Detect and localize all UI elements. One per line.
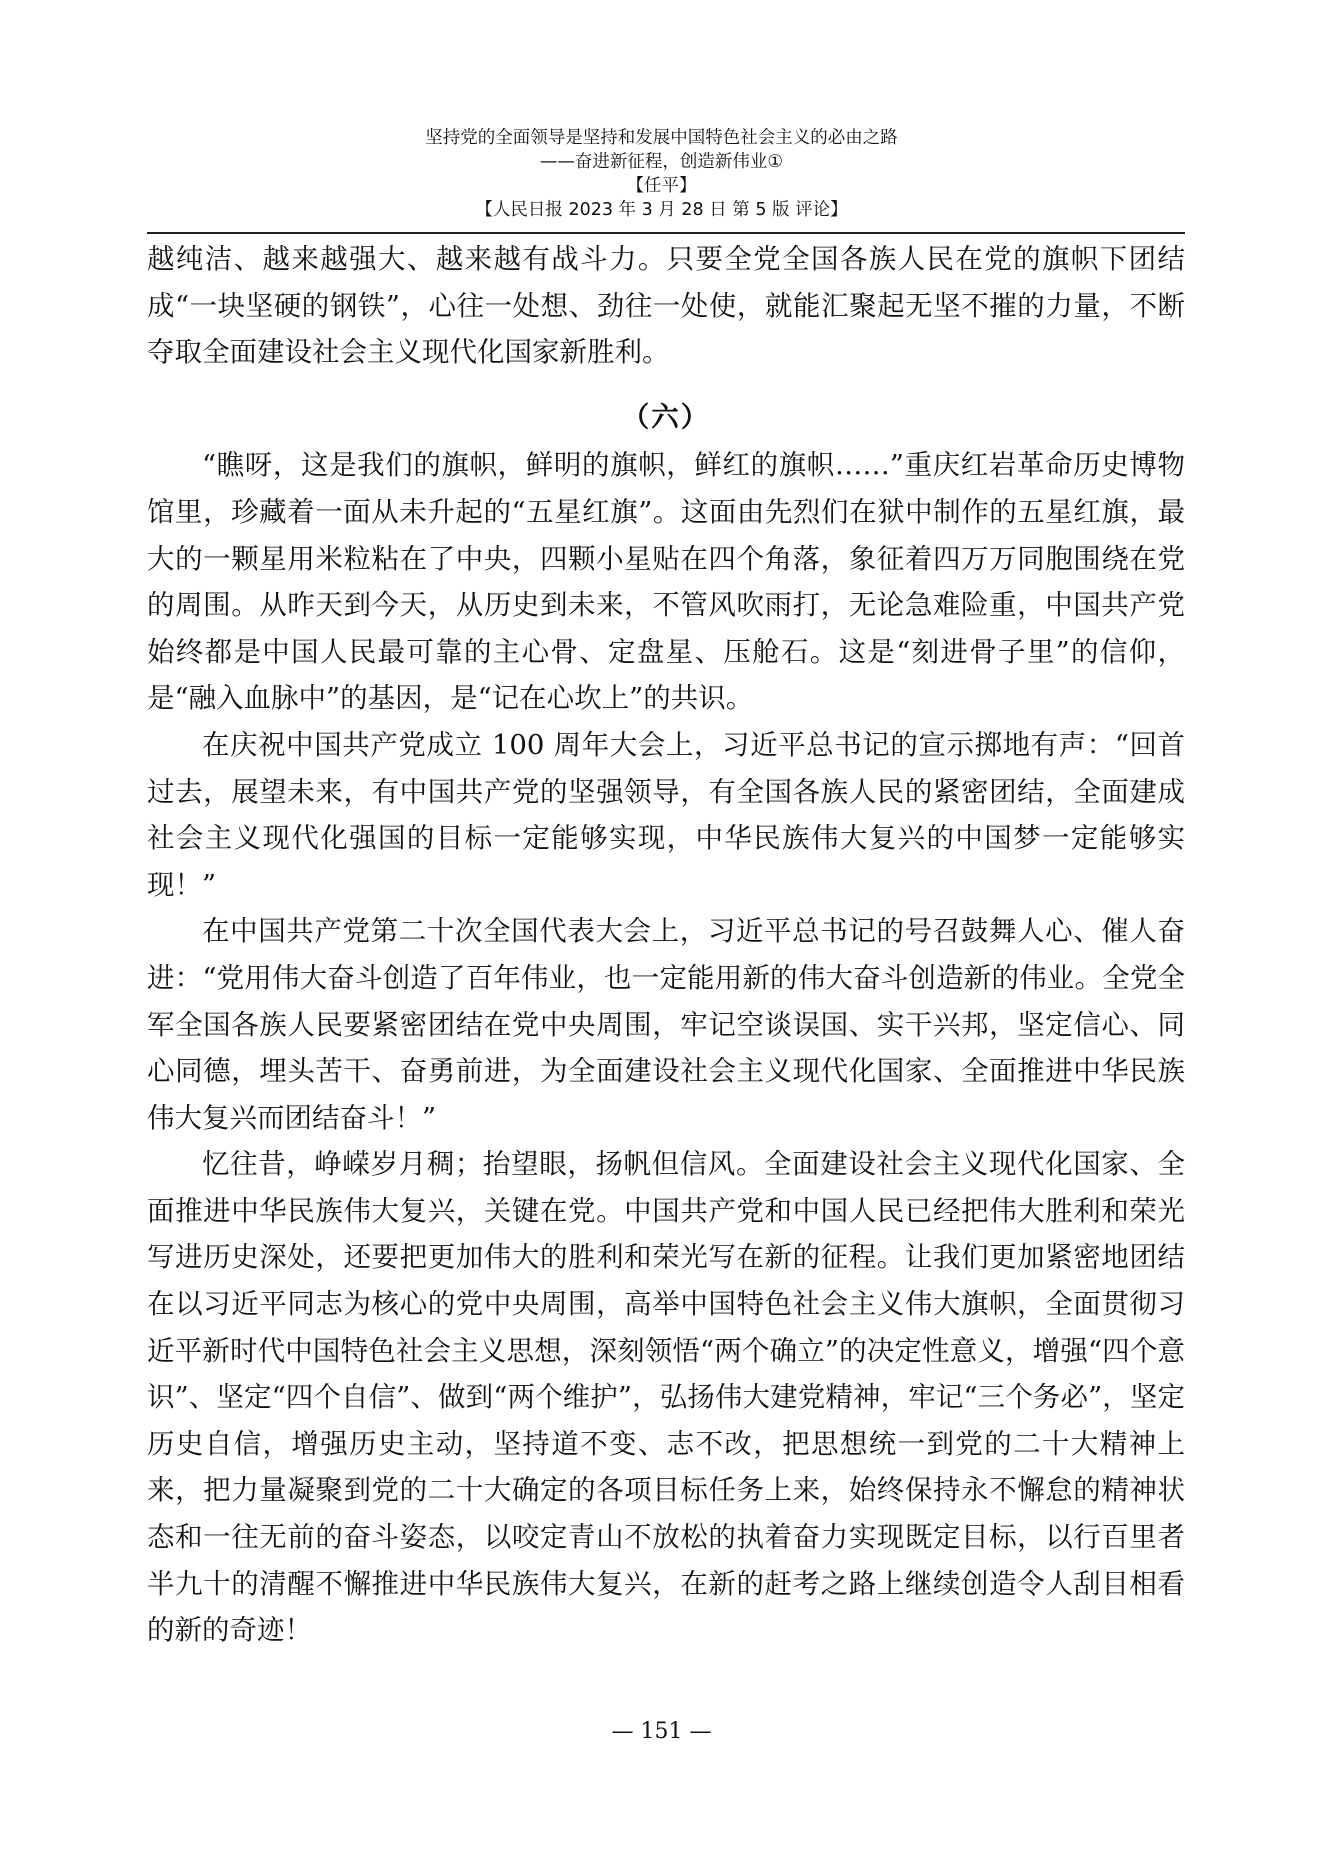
header-divider	[147, 232, 1185, 234]
article-source: 【人民日报 2023 年 3 月 28 日 第 5 版 评论】	[475, 200, 848, 220]
body-paragraph: “瞧呀，这是我们的旗帜，鲜明的旗帜，鲜红的旗帜……”重庆红岩革命历史博物馆里，珍藏着一面从未升起的“五星红旗”。这面由先烈们在狱中制作的五星红旗，最大的一颗星用米粒粘在了中央，四颗小星贴在四个角落，象征着四万万同胞围绕在党的周围。从昨天到今天，从历史到未来，不管风吹雨打，无论急难险重，中国共产党始终都是中国人民最可靠的主心骨、定盘星、压舱石。这是“刻进骨子里”的信仰，是“融入血脉中”的基因，是“记在心坎上”的共识。	[147, 449, 1185, 715]
body-paragraph: 在庆祝中国共产党成立 100 周年大会上，习近平总书记的宣示掷地有声：“回首过去，展望未来，有中国共产党的坚强领导，有全国各族人民的紧密团结，全面建成社会主义现代化强国的目标一定能够实现，中华民族伟大复兴的中国梦一定能够实现！”	[147, 728, 1185, 901]
section-heading: （六）	[621, 400, 711, 433]
body-paragraph: 忆往昔，峥嵘岁月稠；抬望眼，扬帆但信风。全面建设社会主义现代化国家、全面推进中华民族伟大复兴，关键在党。中国共产党和中国人民已经把伟大胜利和荣光写进历史深处，还要把更加伟大的胜利和荣光写在新的征程。让我们更加紧密地团结在以习近平同志为核心的党中央周围，高举中国特色社会主义伟大旗帜，全面贯彻习近平新时代中国特色社会主义思想，深刻领悟“两个确立”的决定性意义，增强“四个意识”、坚定“四个自信”、做到“两个维护”，弘扬伟大建党精神，牢记“三个务必”，坚定历史自信，增强历史主动，坚持道不变、志不改，把思想统一到党的二十大精神上来，把力量凝聚到党的二十大确定的各项目标任务上来，始终保持永不懈怠的精神状态和一往无前的奋斗姿态，以咬定青山不放松的执着奋力实现既定目标，以行百里者半九十的清醒不懈推进中华民族伟大复兴，在新的赶考之路上继续创造令人刮目相看的新的奇迹！	[147, 1148, 1185, 1647]
body-paragraph: 在中国共产党第二十次全国代表大会上，习近平总书记的号召鼓舞人心、催人奋进：“党用伟大奋斗创造了百年伟业，也一定能用新的伟大奋斗创造新的伟业。全党全军全国各族人民要紧密团结在党中央周围，牢记空谈误国、实干兴邦，坚定信心、同心同德，埋头苦干、奋勇前进，为全面建设社会主义现代化国家、全面推进中华民族伟大复兴而团结奋斗！”	[147, 915, 1185, 1134]
article-title: 坚持党的全面领导是坚持和发展中国特色社会主义的必由之路	[425, 128, 898, 148]
document-header	[0, 126, 1323, 222]
carryover-paragraph: 越纯洁、越来越强大、越来越有战斗力。只要全党全国各族人民在党的旗帜下团结成“一块坚硬的钢铁”，心往一处想、劲往一处使，就能汇聚起无坚不摧的力量，不断夺取全面建设社会主义现代化国家新胜利。	[147, 243, 1185, 369]
article-subtitle: ——奋进新征程，创造新伟业①	[539, 152, 784, 172]
page-number: — 151 —	[611, 1719, 712, 1744]
article-author: 【任平】	[626, 176, 697, 196]
article-body	[147, 236, 1185, 1654]
